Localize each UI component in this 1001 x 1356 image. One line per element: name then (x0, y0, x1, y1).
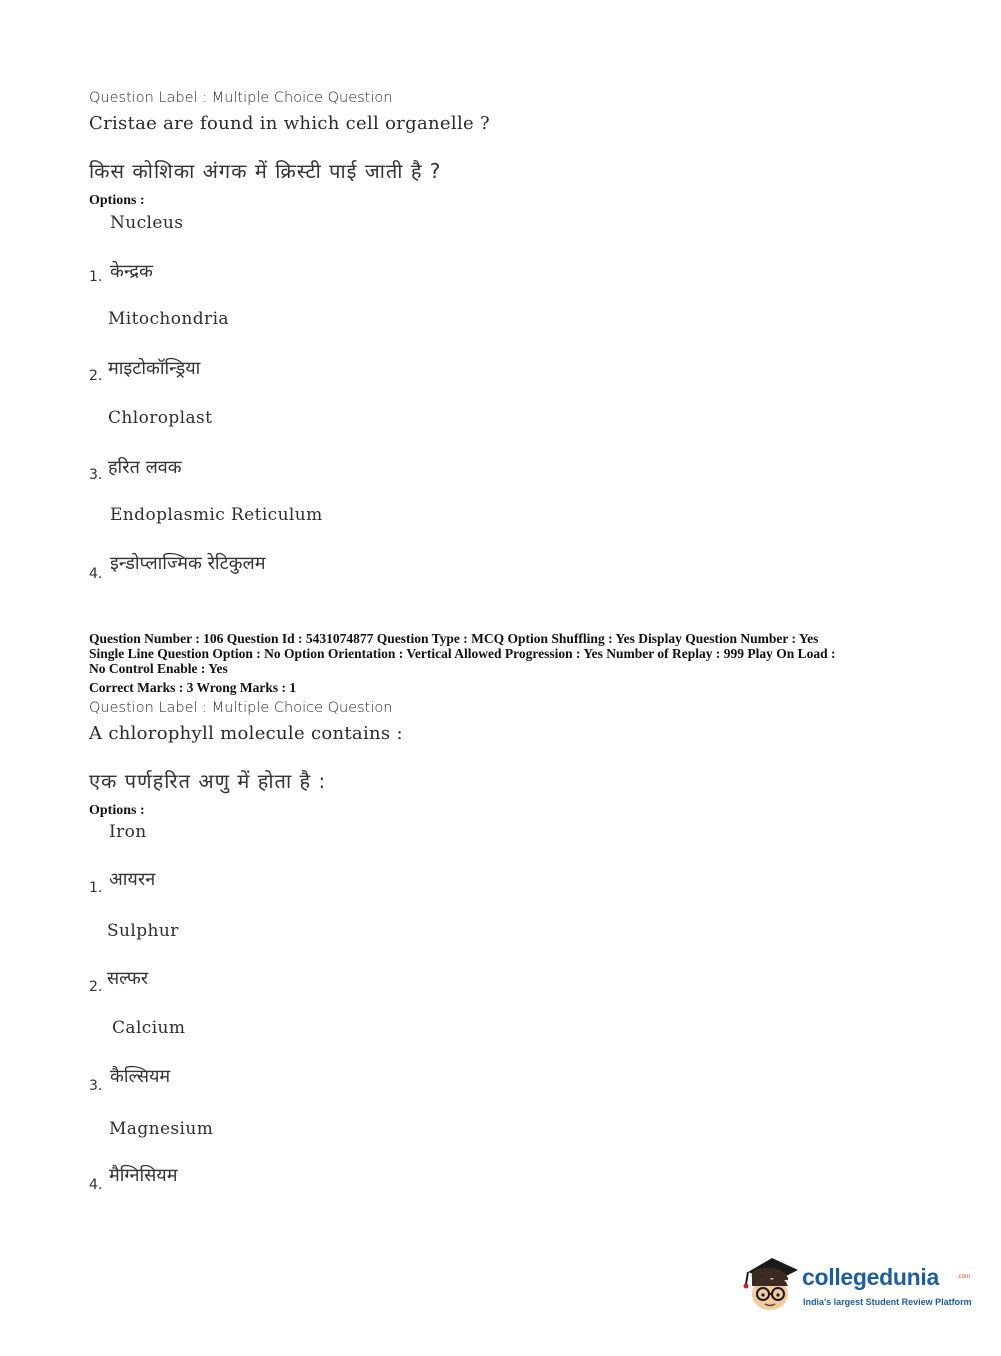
option-1-en: Iron (109, 822, 147, 842)
option-3-hi: हरित लवक (108, 457, 182, 478)
question-text-hi: एक पर्णहरित अणु में होता है : (89, 769, 327, 793)
option-2-hi: माइटोकॉन्ड्रिया (108, 358, 201, 379)
option-3-number: 3. (89, 467, 103, 483)
option-4-en: Magnesium (109, 1119, 214, 1139)
option-4-hi: इन्डोप्लाज्मिक रेटिकुलम (110, 553, 266, 574)
question-text-en: Cristae are found in which cell organelle ? (89, 113, 490, 134)
option-2-en: Mitochondria (108, 309, 229, 329)
option-4-number: 4. (89, 1177, 103, 1193)
question-meta-line-2: Single Line Question Option : No Option Orientation : Vertical Allowed Progression : Yes Number of Replay : 999 Play On Load : (89, 646, 836, 661)
question-text-en: A chlorophyll molecule contains : (89, 723, 403, 744)
option-2-number: 2. (89, 368, 103, 384)
question-label: Question Label : Multiple Choice Question (89, 90, 393, 106)
question-meta-line-3: No Control Enable : Yes (89, 661, 228, 676)
option-3-hi: कैल्सियम (110, 1066, 171, 1087)
collegedunia-logo (742, 1250, 972, 1316)
option-3-en: Calcium (112, 1018, 186, 1038)
option-4-en: Endoplasmic Reticulum (110, 505, 323, 525)
question-label: Question Label : Multiple Choice Question (89, 700, 393, 716)
marks-line: Correct Marks : 3 Wrong Marks : 1 (89, 680, 297, 695)
option-2-en: Sulphur (107, 921, 179, 941)
option-4-number: 4. (89, 566, 103, 582)
option-4-hi: मैग्निसियम (109, 1165, 178, 1186)
options-heading: Options : (89, 803, 145, 818)
option-1-hi: आयरन (109, 869, 156, 890)
logo-suffix: .com (957, 1274, 971, 1280)
option-1-number: 1. (89, 880, 103, 896)
options-heading: Options : (89, 193, 145, 208)
option-2-hi: सल्फर (107, 968, 149, 989)
option-3-en: Chloroplast (108, 408, 213, 428)
question-meta-line-1: Question Number : 106 Question Id : 5431074877 Question Type : MCQ Option Shuffling : Yes Display Question Number : Yes (89, 631, 819, 646)
question-text-hi: किस कोशिका अंगक में क्रिस्टी पाई जाती है ? (89, 159, 442, 183)
logo-wordmark: collegedunia (802, 1264, 939, 1290)
student-mascot-icon (742, 1250, 800, 1316)
option-1-en: Nucleus (110, 213, 184, 233)
option-1-hi: केन्द्रक (110, 261, 153, 282)
option-3-number: 3. (89, 1078, 103, 1094)
option-2-number: 2. (89, 979, 103, 995)
logo-tagline: India's largest Student Review Platform (803, 1297, 972, 1307)
option-1-number: 1. (89, 269, 103, 285)
